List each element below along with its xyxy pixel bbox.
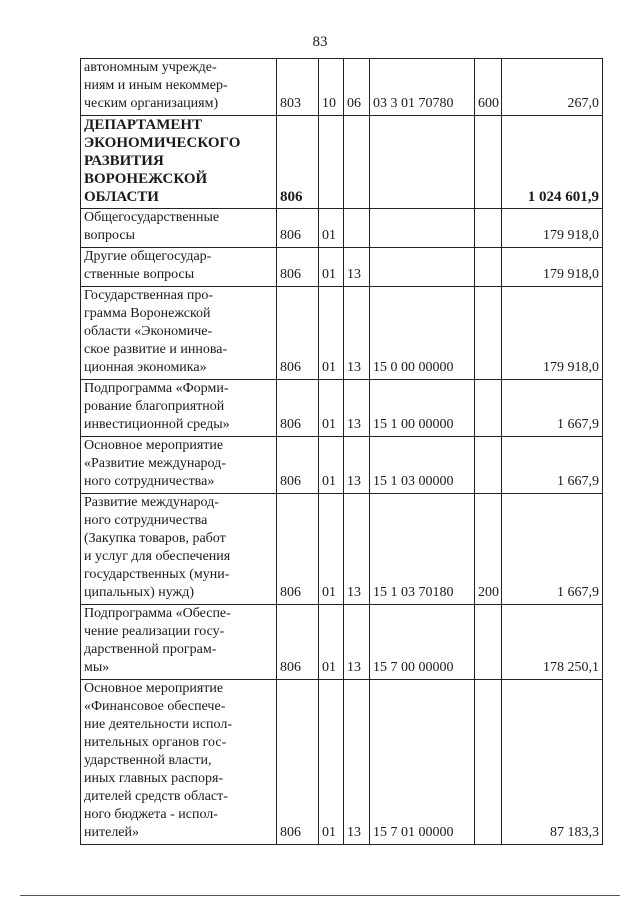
row-expense-kind: 200 xyxy=(475,494,502,605)
row-sum: 179 918,0 xyxy=(502,248,603,287)
row-section-code: 01 xyxy=(319,380,344,437)
row-expense-kind: 600 xyxy=(475,59,502,116)
row-section-code: 01 xyxy=(319,494,344,605)
row-section-code: 01 xyxy=(319,437,344,494)
row-name: автономным учрежде- ниям и иным некоммер- ческим организациям) xyxy=(81,59,277,116)
row-section-code: 10 xyxy=(319,59,344,116)
row-subsection-code: 13 xyxy=(344,494,370,605)
row-expense-kind xyxy=(475,116,502,209)
row-target-article: 15 1 03 00000 xyxy=(370,437,475,494)
row-subsection-code: 13 xyxy=(344,437,370,494)
row-name: Основное мероприятие «Финансовое обеспече- ние деятельности испол- нительных органов гос- ударственной власти, иных главных распоря- дителей средств област- ного бюджета - испол- нителей» xyxy=(81,680,277,845)
row-name: Общегосударственные вопросы xyxy=(81,209,277,248)
table-row xyxy=(81,209,603,248)
table-row xyxy=(81,59,603,116)
row-sum: 179 918,0 xyxy=(502,287,603,380)
row-expense-kind xyxy=(475,437,502,494)
row-subsection-code: 06 xyxy=(344,59,370,116)
row-sum: 1 024 601,9 xyxy=(502,116,603,209)
row-target-article: 15 7 00 00000 xyxy=(370,605,475,680)
row-target-article xyxy=(370,209,475,248)
row-target-article: 15 0 00 00000 xyxy=(370,287,475,380)
row-target-article xyxy=(370,248,475,287)
row-sum: 1 667,9 xyxy=(502,380,603,437)
row-sum: 1 667,9 xyxy=(502,437,603,494)
row-admin-code: 803 xyxy=(277,59,319,116)
row-subsection-code xyxy=(344,116,370,209)
row-sum: 87 183,3 xyxy=(502,680,603,845)
row-admin-code: 806 xyxy=(277,116,319,209)
row-subsection-code: 13 xyxy=(344,287,370,380)
row-name: Основное мероприятие «Развитие международ- ного сотрудничества» xyxy=(81,437,277,494)
page-number: 83 xyxy=(312,34,328,50)
row-expense-kind xyxy=(475,380,502,437)
table-row xyxy=(81,248,603,287)
budget-table-body xyxy=(81,59,603,845)
row-expense-kind xyxy=(475,680,502,845)
row-subsection-code: 13 xyxy=(344,248,370,287)
row-section-code: 01 xyxy=(319,605,344,680)
row-admin-code: 806 xyxy=(277,437,319,494)
table-row xyxy=(81,494,603,605)
row-name: Подпрограмма «Обеспе- чение реализации госу- дарственной програм- мы» xyxy=(81,605,277,680)
row-admin-code: 806 xyxy=(277,287,319,380)
table-row xyxy=(81,680,603,845)
row-name: Подпрограмма «Форми- рование благоприятной инвестиционной среды» xyxy=(81,380,277,437)
row-section-code: 01 xyxy=(319,209,344,248)
row-expense-kind xyxy=(475,287,502,380)
row-subsection-code xyxy=(344,209,370,248)
row-name: Развитие международ- ного сотрудничества (Закупка товаров, работ и услуг для обеспечения государственных (муни- ципальных) нужд) xyxy=(81,494,277,605)
row-expense-kind xyxy=(475,209,502,248)
row-expense-kind xyxy=(475,248,502,287)
row-admin-code: 806 xyxy=(277,494,319,605)
row-name: ДЕПАРТАМЕНТ ЭКОНОМИЧЕСКОГО РАЗВИТИЯ ВОРОНЕЖСКОЙ ОБЛАСТИ xyxy=(81,116,277,209)
row-admin-code: 806 xyxy=(277,248,319,287)
table-row xyxy=(81,437,603,494)
row-section-code: 01 xyxy=(319,287,344,380)
table-row xyxy=(81,380,603,437)
row-admin-code: 806 xyxy=(277,605,319,680)
row-subsection-code: 13 xyxy=(344,680,370,845)
row-subsection-code: 13 xyxy=(344,380,370,437)
table-row xyxy=(81,605,603,680)
row-name: Другие общегосудар- ственные вопросы xyxy=(81,248,277,287)
row-target-article xyxy=(370,116,475,209)
row-expense-kind xyxy=(475,605,502,680)
table-row xyxy=(81,116,603,209)
row-target-article: 15 1 03 70180 xyxy=(370,494,475,605)
row-section-code: 01 xyxy=(319,248,344,287)
row-admin-code: 806 xyxy=(277,680,319,845)
row-sum: 267,0 xyxy=(502,59,603,116)
row-sum: 1 667,9 xyxy=(502,494,603,605)
row-target-article: 15 1 00 00000 xyxy=(370,380,475,437)
row-admin-code: 806 xyxy=(277,209,319,248)
row-section-code xyxy=(319,116,344,209)
budget-table xyxy=(80,58,603,845)
row-target-article: 15 7 01 00000 xyxy=(370,680,475,845)
row-sum: 179 918,0 xyxy=(502,209,603,248)
table-row xyxy=(81,287,603,380)
row-section-code: 01 xyxy=(319,680,344,845)
row-sum: 178 250,1 xyxy=(502,605,603,680)
row-admin-code: 806 xyxy=(277,380,319,437)
row-subsection-code: 13 xyxy=(344,605,370,680)
row-target-article: 03 3 01 70780 xyxy=(370,59,475,116)
row-name: Государственная про- грамма Воронежской области «Экономиче- ское развитие и иннова- ционная экономика» xyxy=(81,287,277,380)
bottom-rule xyxy=(20,895,620,896)
